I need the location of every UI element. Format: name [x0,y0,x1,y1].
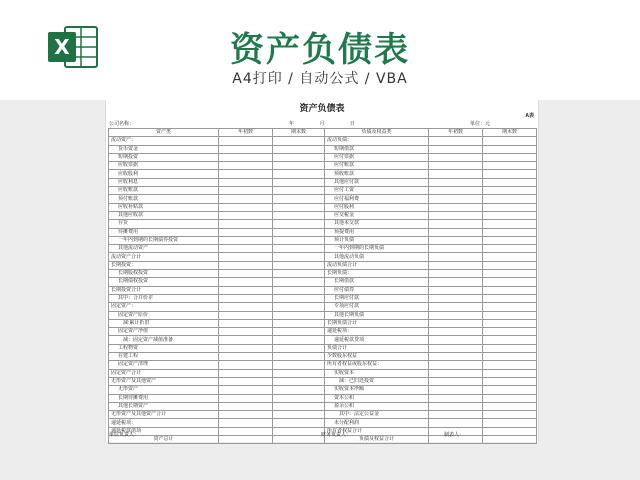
asset-item-cell[interactable]: 固定资产原价 [109,311,219,319]
closing-balance-cell[interactable] [273,336,325,344]
opening-balance-cell[interactable] [429,228,483,236]
asset-item-cell[interactable]: 长期股权投资 [109,270,219,278]
asset-item-cell[interactable]: 长期待摊费用 [109,394,219,402]
closing-balance-cell[interactable] [483,278,537,286]
closing-balance-cell[interactable] [483,328,537,336]
liability-item-cell[interactable]: 应付账款 [325,162,429,170]
opening-balance-cell[interactable] [429,377,483,385]
liability-item-cell[interactable]: 资本公积 [325,394,429,402]
liability-item-cell[interactable]: 长期负债： [325,270,429,278]
table-row [109,228,537,236]
asset-item-cell[interactable]: 其他应收款 [109,211,219,219]
company-name-label: 公司名称： [109,121,135,127]
closing-balance-cell[interactable] [273,195,325,203]
closing-balance-cell[interactable] [273,236,325,244]
opening-balance-cell[interactable] [219,261,273,269]
closing-balance-cell[interactable] [483,253,537,261]
table-row [109,253,537,261]
opening-balance-cell[interactable] [219,203,273,211]
closing-balance-cell[interactable] [273,386,325,394]
closing-balance-cell[interactable] [273,402,325,410]
closing-balance-cell[interactable] [483,270,537,278]
closing-balance-cell[interactable] [483,435,537,443]
closing-balance-cell[interactable] [273,187,325,195]
closing-balance-cell[interactable] [273,427,325,435]
asset-item-cell[interactable]: 固定资产清理 [109,361,219,369]
closing-balance-cell[interactable] [273,435,325,443]
opening-balance-cell[interactable] [219,294,273,302]
opening-balance-cell[interactable] [429,236,483,244]
table-row [109,286,537,294]
liability-item-cell[interactable]: 预计负债 [325,236,429,244]
opening-balance-cell[interactable] [429,319,483,327]
unit-label: 单位：元 [469,121,490,127]
table-row [109,344,537,352]
opening-balance-cell[interactable] [429,178,483,186]
closing-balance-cell[interactable] [483,220,537,228]
table-row [109,377,537,385]
closing-balance-cell[interactable] [483,178,537,186]
closing-balance-cell[interactable] [273,369,325,377]
table-row [109,195,537,203]
opening-balance-cell[interactable] [219,228,273,236]
asset-item-cell[interactable]: 应收账款 [109,187,219,195]
liability-item-cell[interactable]: 流动负债： [325,137,429,145]
opening-balance-cell[interactable] [219,162,273,170]
opening-balance-cell[interactable] [219,353,273,361]
liability-item-cell[interactable]: 减：已归还投资 [325,377,429,385]
opening-balance-cell[interactable] [429,419,483,427]
closing-balance-cell[interactable] [483,336,537,344]
liability-item-cell[interactable]: 专项应付款 [325,303,429,311]
opening-balance-cell[interactable] [219,170,273,178]
table-row [109,336,537,344]
day-label: 日 [349,121,355,127]
page-title: 资产负债表 [230,30,410,70]
opening-balance-cell[interactable] [219,187,273,195]
svg-text:X: X [54,35,70,59]
table-row [109,319,537,327]
opening-balance-cell[interactable] [429,402,483,410]
table-row [109,220,537,228]
closing-balance-cell[interactable] [273,319,325,327]
closing-balance-cell[interactable] [273,311,325,319]
asset-item-cell[interactable]: 长期债权投资 [109,278,219,286]
opening-balance-cell[interactable] [429,369,483,377]
liability-item-cell[interactable]: 实收资本 [325,369,429,377]
opening-balance-cell[interactable] [429,253,483,261]
liability-item-cell[interactable]: 递延税款贷项 [325,336,429,344]
table-row [109,170,537,178]
opening-balance-cell[interactable] [429,328,483,336]
liability-item-cell[interactable]: 负债及权益合计 [325,435,429,443]
asset-item-cell[interactable]: 其他流动资产 [109,245,219,253]
asset-item-cell[interactable]: 流动资产合计 [109,253,219,261]
table-row [109,211,537,219]
closing-balance-cell[interactable] [273,411,325,419]
table-row [109,162,537,170]
sheet-title: 资产负债表 [299,103,345,113]
page-subtitle: A4打印 / 自动公式 / VBA [232,71,408,87]
month-label: 月 [319,121,325,127]
liability-item-cell[interactable]: 递延税项： [325,328,429,336]
liability-item-cell[interactable]: 所有者权益或股东权益： [325,361,429,369]
asset-item-cell[interactable]: 无形资产及其他资产合计 [109,411,219,419]
preparer-label: 制表人： [444,432,465,438]
closing-balance-cell[interactable] [483,195,537,203]
opening-balance-cell[interactable] [429,203,483,211]
closing-balance-cell[interactable] [273,211,325,219]
table-row [109,245,537,253]
closing-balance-cell[interactable] [483,286,537,294]
closing-balance-cell[interactable] [273,145,325,153]
table-row [109,137,537,145]
opening-balance-cell[interactable] [219,386,273,394]
table-row [109,411,537,419]
column-header: 期末数 [483,129,537,137]
asset-item-cell[interactable]: 应收股利 [109,170,219,178]
closing-balance-cell[interactable] [483,394,537,402]
table-row [109,236,537,244]
opening-balance-cell[interactable] [429,270,483,278]
closing-balance-cell[interactable] [483,377,537,385]
opening-balance-cell[interactable] [429,294,483,302]
closing-balance-cell[interactable] [483,153,537,161]
liability-item-cell[interactable]: 其他未交款 [325,220,429,228]
liability-item-cell[interactable]: 其他应付款 [325,178,429,186]
opening-balance-cell[interactable] [429,386,483,394]
asset-item-cell[interactable]: 货币资金 [109,145,219,153]
opening-balance-cell[interactable] [429,278,483,286]
closing-balance-cell[interactable] [483,386,537,394]
opening-balance-cell[interactable] [429,245,483,253]
opening-balance-cell[interactable] [219,270,273,278]
closing-balance-cell[interactable] [483,261,537,269]
asset-item-cell[interactable]: 应收补贴款 [109,203,219,211]
liability-item-cell[interactable]: 长期负债合计 [325,319,429,327]
table-row [109,145,537,153]
closing-balance-cell[interactable] [273,344,325,352]
asset-item-cell[interactable]: 长期投资合计 [109,286,219,294]
table-row [109,178,537,186]
asset-item-cell[interactable]: 一年内到期的长期债券投资 [109,236,219,244]
column-header: 年初数 [429,129,483,137]
closing-balance-cell[interactable] [483,411,537,419]
liability-item-cell[interactable]: 应付债券 [325,286,429,294]
closing-balance-cell[interactable] [273,228,325,236]
liability-item-cell[interactable]: 一年内到期的长期负债 [325,245,429,253]
closing-balance-cell[interactable] [273,261,325,269]
liability-item-cell[interactable]: 流动负债合计 [325,261,429,269]
asset-item-cell[interactable]: 其中：合并价差 [109,294,219,302]
finance-label: 财务负责人： [321,432,352,438]
closing-balance-cell[interactable] [483,145,537,153]
asset-item-cell[interactable]: 流动资产： [109,137,219,145]
closing-balance-cell[interactable] [273,270,325,278]
closing-balance-cell[interactable] [273,419,325,427]
asset-item-cell[interactable]: 递延税款借项 [109,427,219,435]
opening-balance-cell[interactable] [219,377,273,385]
table-row [109,187,537,195]
asset-item-cell[interactable]: 存货 [109,220,219,228]
closing-balance-cell[interactable] [483,203,537,211]
opening-balance-cell[interactable] [219,419,273,427]
closing-balance-cell[interactable] [273,203,325,211]
closing-balance-cell[interactable] [483,294,537,302]
opening-balance-cell[interactable] [429,311,483,319]
opening-balance-cell[interactable] [219,369,273,377]
closing-balance-cell[interactable] [483,137,537,145]
opening-balance-cell[interactable] [219,211,273,219]
table-row [109,361,537,369]
table-row [109,369,537,377]
table-row [109,203,537,211]
closing-balance-cell[interactable] [273,328,325,336]
opening-balance-cell[interactable] [429,411,483,419]
opening-balance-cell[interactable] [429,336,483,344]
opening-balance-cell[interactable] [219,286,273,294]
table-row [109,311,537,319]
opening-balance-cell[interactable] [219,427,273,435]
opening-balance-cell[interactable] [429,162,483,170]
opening-balance-cell[interactable] [219,394,273,402]
opening-balance-cell[interactable] [429,344,483,352]
asset-item-cell[interactable]: 在建工程 [109,353,219,361]
closing-balance-cell[interactable] [483,369,537,377]
opening-balance-cell[interactable] [219,402,273,410]
closing-balance-cell[interactable] [483,344,537,352]
table-row [109,278,537,286]
opening-balance-cell[interactable] [219,311,273,319]
closing-balance-cell[interactable] [273,377,325,385]
asset-item-cell[interactable]: 资产总计 [109,435,219,443]
asset-item-cell[interactable]: 减:累计折旧 [109,319,219,327]
opening-balance-cell[interactable] [429,195,483,203]
asset-item-cell[interactable]: 减：固定资产减值准备 [109,336,219,344]
table-row [109,353,537,361]
liability-item-cell[interactable]: 应付福利费 [325,195,429,203]
asset-item-cell[interactable]: 应收利息 [109,178,219,186]
owner-label: 单位负责人： [109,432,140,438]
table-row [109,303,537,311]
opening-balance-cell[interactable] [429,211,483,219]
opening-balance-cell[interactable] [219,236,273,244]
closing-balance-cell[interactable] [483,245,537,253]
opening-balance-cell[interactable] [219,435,273,443]
closing-balance-cell[interactable] [483,303,537,311]
closing-balance-cell[interactable] [273,245,325,253]
closing-balance-cell[interactable] [273,153,325,161]
closing-balance-cell[interactable] [483,236,537,244]
table-row [109,419,537,427]
asset-item-cell[interactable]: 无形资产 [109,386,219,394]
opening-balance-cell[interactable] [219,319,273,327]
asset-item-cell[interactable]: 长期投资： [109,261,219,269]
closing-balance-cell[interactable] [483,353,537,361]
closing-balance-cell[interactable] [483,211,537,219]
table-row [109,294,537,302]
asset-item-cell[interactable]: 工程物资 [109,344,219,352]
closing-balance-cell[interactable] [483,170,537,178]
asset-item-cell[interactable]: 固定资产净值 [109,328,219,336]
banner-header [0,0,640,100]
asset-item-cell[interactable]: 待摊费用 [109,228,219,236]
year-label: 年 [289,121,295,127]
closing-balance-cell[interactable] [483,319,537,327]
opening-balance-cell[interactable] [429,170,483,178]
column-header: 负债及权益类 [325,129,429,137]
table-header-row [109,129,537,137]
liability-item-cell[interactable]: 预提费用 [325,228,429,236]
closing-balance-cell[interactable] [483,187,537,195]
opening-balance-cell[interactable] [429,303,483,311]
opening-balance-cell[interactable] [429,220,483,228]
opening-balance-cell[interactable] [219,137,273,145]
closing-balance-cell[interactable] [273,220,325,228]
opening-balance-cell[interactable] [219,361,273,369]
opening-balance-cell[interactable] [219,303,273,311]
asset-item-cell[interactable]: 应收票据 [109,162,219,170]
liability-item-cell[interactable]: 盈余公积 [325,402,429,410]
closing-balance-cell[interactable] [273,170,325,178]
table-row [109,153,537,161]
closing-balance-cell[interactable] [483,419,537,427]
closing-balance-cell[interactable] [483,427,537,435]
liability-item-cell[interactable]: 其他长期负债 [325,311,429,319]
opening-balance-cell[interactable] [429,261,483,269]
opening-balance-cell[interactable] [219,253,273,261]
column-header: 期末数 [273,129,325,137]
liability-item-cell[interactable]: 负债合计 [325,344,429,352]
opening-balance-cell[interactable] [219,344,273,352]
sheet-corner-label: A表 [525,113,534,119]
opening-balance-cell[interactable] [429,187,483,195]
asset-item-cell[interactable]: 短期投资 [109,153,219,161]
asset-item-cell[interactable]: 固定资产合计 [109,369,219,377]
liability-item-cell[interactable]: 应付工资 [325,187,429,195]
opening-balance-cell[interactable] [219,195,273,203]
liability-item-cell[interactable]: 应付股利 [325,203,429,211]
liability-item-cell[interactable]: 所有者权益合计 [325,427,429,435]
table-row [109,270,537,278]
preview-area [0,100,640,480]
liability-item-cell[interactable]: 其他流动负债 [325,253,429,261]
liability-item-cell[interactable]: 预收账款 [325,170,429,178]
opening-balance-cell[interactable] [219,245,273,253]
asset-item-cell[interactable]: 递延税项： [109,419,219,427]
table-row [109,328,537,336]
opening-balance-cell[interactable] [429,361,483,369]
closing-balance-cell[interactable] [273,394,325,402]
liability-item-cell[interactable]: 应交税金 [325,211,429,219]
liability-item-cell[interactable]: 长期借款 [325,278,429,286]
opening-balance-cell[interactable] [219,220,273,228]
asset-item-cell[interactable]: 固定资产： [109,303,219,311]
closing-balance-cell[interactable] [273,178,325,186]
opening-balance-cell[interactable] [429,137,483,145]
closing-balance-cell[interactable] [273,253,325,261]
opening-balance-cell[interactable] [429,394,483,402]
opening-balance-cell[interactable] [219,411,273,419]
liability-item-cell[interactable]: 其中：法定公益金 [325,411,429,419]
column-header: 资产类 [109,129,219,137]
spreadsheet-sheet [105,100,539,442]
opening-balance-cell[interactable] [429,286,483,294]
table-row [109,386,537,394]
opening-balance-cell[interactable] [219,145,273,153]
closing-balance-cell[interactable] [483,361,537,369]
opening-balance-cell[interactable] [219,336,273,344]
table-row [109,402,537,410]
asset-item-cell[interactable]: 预付账款 [109,195,219,203]
closing-balance-cell[interactable] [483,162,537,170]
closing-balance-cell[interactable] [273,162,325,170]
closing-balance-cell[interactable] [483,311,537,319]
opening-balance-cell[interactable] [429,353,483,361]
closing-balance-cell[interactable] [273,303,325,311]
closing-balance-cell[interactable] [273,137,325,145]
asset-item-cell[interactable]: 无形资产及其他资产 [109,377,219,385]
column-header: 年初数 [219,129,273,137]
table-row [109,261,537,269]
opening-balance-cell[interactable] [219,278,273,286]
table-row [109,394,537,402]
opening-balance-cell[interactable] [429,153,483,161]
closing-balance-cell[interactable] [273,361,325,369]
opening-balance-cell[interactable] [219,328,273,336]
liability-item-cell[interactable]: 短期借款 [325,145,429,153]
opening-balance-cell[interactable] [219,153,273,161]
closing-balance-cell[interactable] [273,353,325,361]
liability-item-cell[interactable]: 长期应付款 [325,294,429,302]
closing-balance-cell[interactable] [273,294,325,302]
balance-sheet-table [108,128,537,444]
asset-item-cell[interactable]: 其他长期资产 [109,402,219,410]
liability-item-cell[interactable]: 未分配利润 [325,419,429,427]
opening-balance-cell[interactable] [429,145,483,153]
closing-balance-cell[interactable] [483,228,537,236]
closing-balance-cell[interactable] [483,402,537,410]
opening-balance-cell[interactable] [219,178,273,186]
liability-item-cell[interactable]: 少数股东权益 [325,353,429,361]
closing-balance-cell[interactable] [273,278,325,286]
liability-item-cell[interactable]: 应付票据 [325,153,429,161]
liability-item-cell[interactable]: 实收资本净额 [325,386,429,394]
closing-balance-cell[interactable] [273,286,325,294]
